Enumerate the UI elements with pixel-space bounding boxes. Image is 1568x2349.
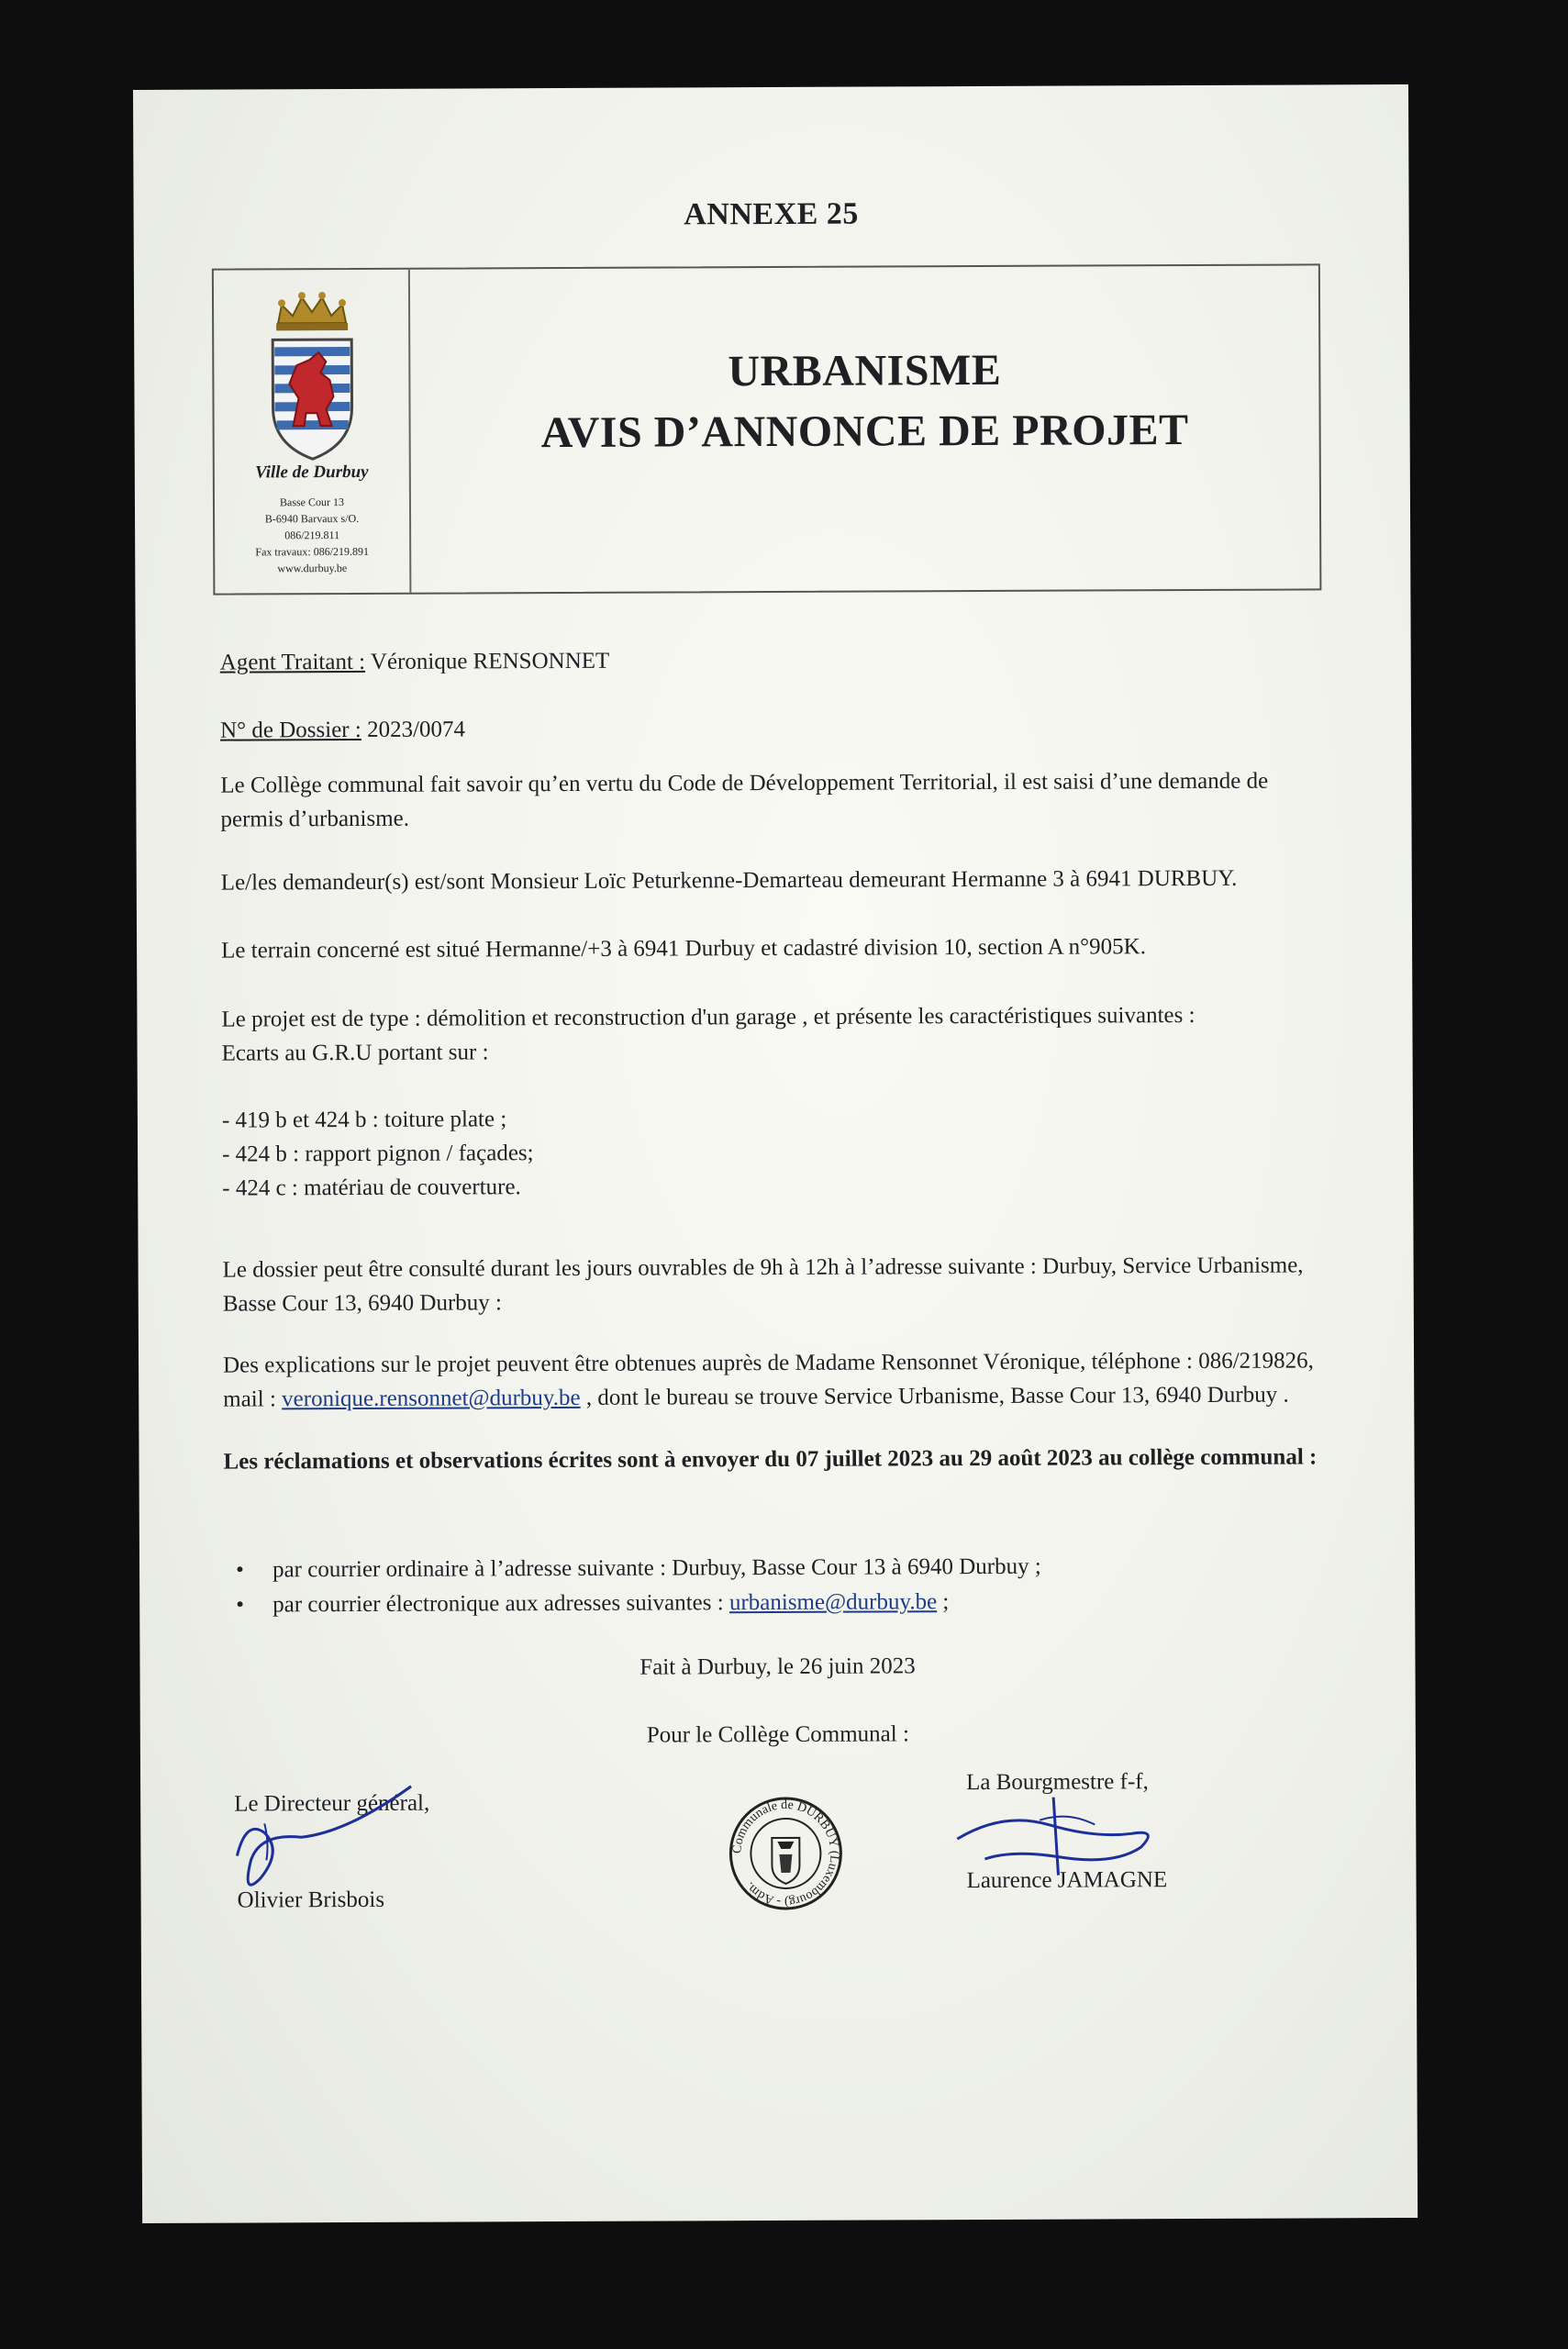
project-line-1: Le projet est de type : démolition et reconstruction d'un garage , et présente les caractéristiques suivantes : [221,1002,1195,1032]
seal-text: Communale de DURBUY (Luxembourg) - Adm. [730,1798,841,1909]
left-signature-icon [228,1768,449,1916]
list-item: - 419 b et 424 b : toiture plate ; [221,1107,507,1133]
dossier-line [220,708,1330,747]
list-item: - 424 c : matériau de couverture. [222,1174,521,1201]
left-signatory-name: Olivier Brisbois [237,1887,385,1913]
claims-paragraph: Les réclamations et observations écrites sont à envoyer du 07 juillet 2023 au 29 août 2023 au collège communal : [223,1444,1318,1475]
urbanisme-email-link[interactable]: urbanisme@durbuy.be [728,1589,938,1616]
explain-text-after: , dont le bureau se trouve Service Urbanisme, Basse Cour 13, 6940 Durbuy . [580,1382,1289,1410]
town-address-line1: Basse Cour 13 [279,495,344,509]
title-line-2: AVIS D’ANNONCE DE PROJET [540,406,1189,458]
email-bullet-after: ; [937,1589,950,1615]
dossier-label: N° de Dossier : [219,717,361,743]
list-item: - 424 b : rapport pignon / façades; [222,1141,534,1167]
project-paragraph [221,997,1331,1070]
header-box [212,263,1322,595]
town-fax: Fax travaux: 086/219.891 [255,544,370,559]
email-bullet-text: par courrier électronique aux adresses suivantes : [272,1590,729,1618]
left-signatory-role: Le Directeur général, [234,1790,430,1817]
official-seal-icon [726,1794,846,1914]
explain-paragraph [223,1343,1333,1416]
list-item [236,1589,950,1618]
bullet-icon: • [236,1592,245,1618]
applicant-paragraph: Le/les demandeur(s) est/sont Monsieur Loïc Peturkenne-Demarteau demeurant Hermanne 3 à 6941 DURBUY. [220,865,1238,896]
agent-email-link[interactable]: veronique.rensonnet@durbuy.be [282,1385,581,1412]
consult-paragraph: Le dossier peut être consulté durant les jours ouvrables de 9h à 12h à l’adresse suivante : Durbuy, Service Urbanisme, Basse Cour 13, 6940 Durbuy : [222,1252,1304,1317]
bullet-icon: • [235,1557,244,1583]
document-title [410,339,1319,463]
mail-bullet-text: par courrier ordinaire à l’adresse suivante : Durbuy, Basse Cour 13 à 6940 Durbuy ; [272,1553,1041,1583]
right-signatory-role: La Bourgmestre f-f, [966,1769,1149,1796]
agent-label: Agent Traitant : [219,649,366,675]
for-college: Pour le Collège Communal : [646,1721,909,1748]
town-logo-cell [214,270,412,594]
annex-title: ANNEXE 25 [684,196,859,232]
list-item [235,1553,1041,1584]
right-signature-icon [948,1783,1168,1885]
dossier-value: 2023/0074 [366,717,466,742]
project-line-2: Ecarts au G.R.U portant sur : [221,1040,489,1066]
town-address-line2: B-6940 Barvaux s/O. [264,511,360,526]
deviations-list [222,1098,1332,1205]
town-website: www.durbuy.be [277,562,348,575]
place-date: Fait à Durbuy, le 26 juin 2023 [639,1653,916,1680]
explain-text: Des explications sur le projet peuvent être obtenues auprès de Madame Rensonnet Véronique, téléphone : 086/219826, mail : [223,1348,1314,1412]
document-page [133,84,1418,2223]
town-name: Ville de Durbuy [255,462,369,483]
agent-value: Véronique RENSONNET [370,648,610,674]
coat-of-arms-icon [261,288,363,462]
land-paragraph: Le terrain concerné est situé Hermanne/+3 à 6941 Durbuy et cadastré division 10, section A n°905K. [221,934,1146,963]
title-line-1: URBANISME [728,345,1002,396]
right-signatory-name: Laurence JAMAGNE [966,1867,1168,1894]
intro-paragraph: Le Collège communal fait savoir qu’en vertu du Code de Développement Territorial, il est saisi d’une demande de permis d’urbanisme. [220,768,1269,832]
town-phone: 086/219.811 [284,529,340,542]
agent-line [220,640,1330,679]
